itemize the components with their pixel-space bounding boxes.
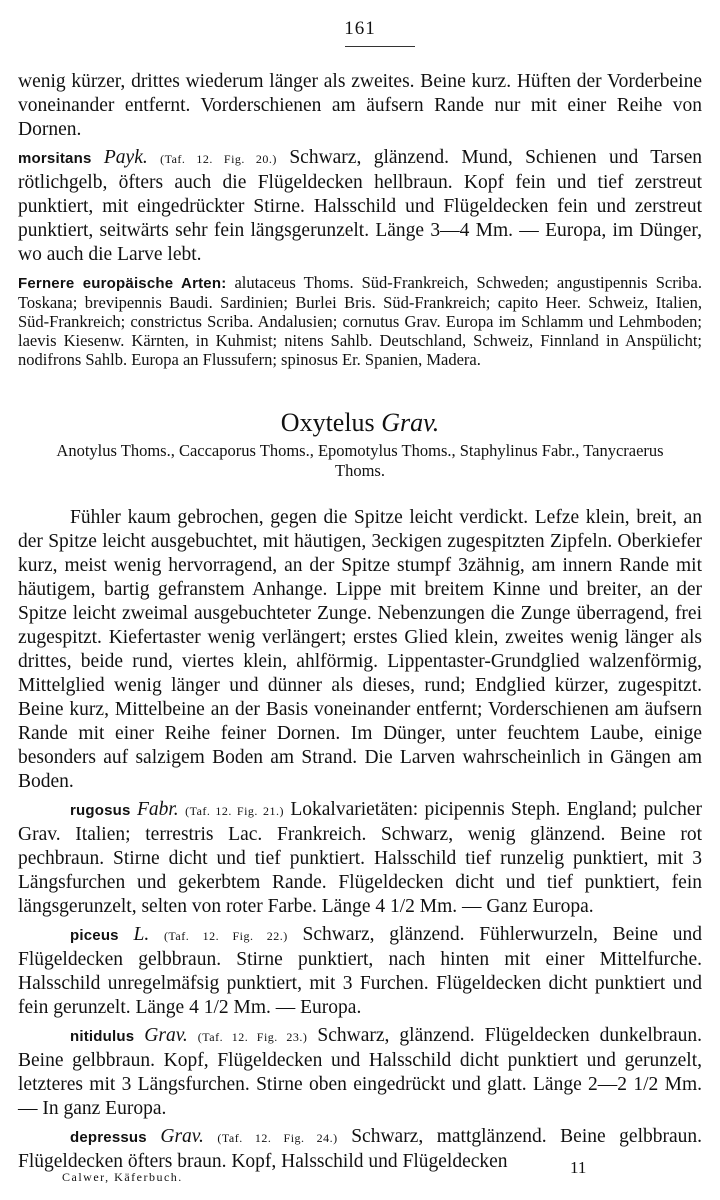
species-entry-nitidulus [18, 1024, 702, 1121]
plate-reference: (Taf. 12. Fig. 20.) [160, 152, 277, 166]
species-name: rugosus [70, 802, 131, 819]
species-description: Schwarz, glänzend. Fühlerwurzeln, Beine und Flügeldecken gelbbraun. Stirne punktiert, nach hinten mit einer Mittelfurche. Halsschild unregelmäfsig punktiert, mit 3 Furchen. Flügeldecken dicht punktiert und fein gerunzelt. Länge 4 1/2 Mm. — Europa. [18, 924, 703, 1018]
genus-name: Oxytelus [280, 408, 375, 437]
plate-reference: (Taf. 12. Fig. 24.) [217, 1131, 338, 1145]
main-text-block [18, 506, 702, 1174]
species-name: morsitans [18, 150, 92, 167]
species-entry-morsitans [18, 146, 702, 267]
species-author: Grav. [160, 1126, 204, 1147]
species-name: depressus [70, 1129, 147, 1146]
species-author: Fabr. [136, 799, 179, 820]
species-author: L. [133, 924, 150, 945]
genus-description: Fühler kaum gebrochen, gegen die Spitze leicht verdickt. Lefze klein, breit, an der Spitze leicht ausgebuchtet, mit häutigen, 3eckigen zugespitzten Zipfeln. Oberkiefer kurz, meist wenig hervorragend, an der Spitze stumpf 3zähnig, am innern Rande mit häutigem, bartig gefranstem Anhange. Lippe mit breitem Kinne und breiter, an der Spitze leicht zweimal ausgebuchteter Zunge. Nebenzungen die Zunge überragend, frei zugespitzt. Kiefertaster wenig verlängert; erstes Glied klein, zweites wenig länger als drittes, beide rund, viertes klein, ahlförmig. Lippentaster-Grundglied walzenförmig, Mittelglied wenig länger und dünner als dieses, rund; Endglied kürzer, zugespitzt. Beine kurz, Mittelbeine an der Basis voneinander entfernt; Vorderschienen am äufsern Rande mit einer Reihe feiner Dornen. Im Dünger, unter feuchtem Laube, einige besonders auf salzigem Boden am Strand. Die Larven wahrscheinlich in Gängen am Boden. [18, 507, 702, 792]
footer-signature-number: 11 [570, 1158, 587, 1177]
other-species-heading: Fernere europäische Arten: [18, 275, 227, 292]
genus-synonyms: Anotylus Thoms., Caccaporus Thoms., Epomotylus Thoms., Staphylinus Fabr., Tanycraerus Thoms. [56, 441, 664, 480]
plate-reference: (Taf. 12. Fig. 22.) [163, 929, 288, 943]
other-species-paragraph [18, 273, 702, 369]
species-entry-rugosus [18, 798, 702, 919]
footer-book-title: Calwer, Käferbuch. [62, 1170, 183, 1184]
page-number: 161 [344, 18, 376, 39]
plate-reference: (Taf. 12. Fig. 21.) [185, 804, 284, 818]
species-author: Grav. [144, 1025, 188, 1046]
page-number-rule [345, 46, 415, 47]
intro-paragraph: wenig kürzer, drittes wiederum länger als zweites. Beine kurz. Hüften der Vorderbeine voneinander entfernt. Vorderschienen am äufsern Rande nur mit einer Reihe von Dornen. [18, 71, 702, 140]
genus-heading [0, 408, 720, 438]
species-entry-depressus [18, 1125, 702, 1174]
genus-author: Grav. [381, 408, 440, 437]
species-description: Lokalvarietäten: picipennis Steph. England; pulcher Grav. Italien; terrestris Lac. Frankreich. Schwarz, wenig glänzend. Beine rot pechbraun. Stirne dicht und tief punktiert. Halsschild tief runzelig punktiert, mit 3 Längsfurchen und gekerbtem Rande. Flügeldecken dicht und tief punktiert, fein längsgerunzelt, selten von roter Farbe. Länge 4 1/2 Mm. — Ganz Europa. [18, 799, 702, 917]
species-author: Payk. [103, 147, 148, 168]
species-description: Schwarz, mattglänzend. Beine gelbbraun. Flügeldecken öfters braun. Kopf, Halsschild und Flügeldecken [18, 1126, 703, 1172]
species-name: piceus [70, 927, 119, 944]
upper-text-block [18, 70, 702, 369]
plate-reference: (Taf. 12. Fig. 23.) [197, 1030, 308, 1044]
species-name: nitidulus [70, 1028, 135, 1045]
species-description: Schwarz, glänzend. Flügeldecken dunkelbraun. Beine gelbbraun. Kopf, Flügeldecken und Halsschild dicht punktiert und gerunzelt, letzteres mit 3 Längsfurchen. Stirne oben eingedrückt und glatt. Länge 2—2 1/2 Mm. — In ganz Europa. [18, 1025, 703, 1119]
species-description: Schwarz, glänzend. Mund, Schienen und Tarsen rötlichgelb, öfters auch die Flügeldecken hellbraun. Kopf fein und tief zerstreut punktiert, mit eingedrückter Stirne. Halsschild und Flügeldecken fein und zerstreut punktiert, seitwärts sehr fein längsgerunzelt. Länge 3—4 Mm. — Europa, im Dünger, wo auch die Larve lebt. [18, 147, 702, 265]
species-entry-piceus [18, 923, 702, 1020]
other-species-list: alutaceus Thoms. Süd-Frankreich, Schweden; angustipennis Scriba. Toskana; brevipennis Baudi. Sardinien; Burlei Bris. Süd-Frankreich; capito Heer. Schweiz, Italien, Süd-Frankreich; constrictus Scriba. Andalusien; cornutus Grav. Europa im Schlamm und Lehmboden; laevis Kiesenw. Kärnten, in Kuhmist; nitens Sahlb. Deutschland, Schweiz, Finnland in Anspülicht; nodifrons Sahlb. Europa an Flussufern; spinosus Er. Spanien, Madera. [18, 273, 702, 369]
